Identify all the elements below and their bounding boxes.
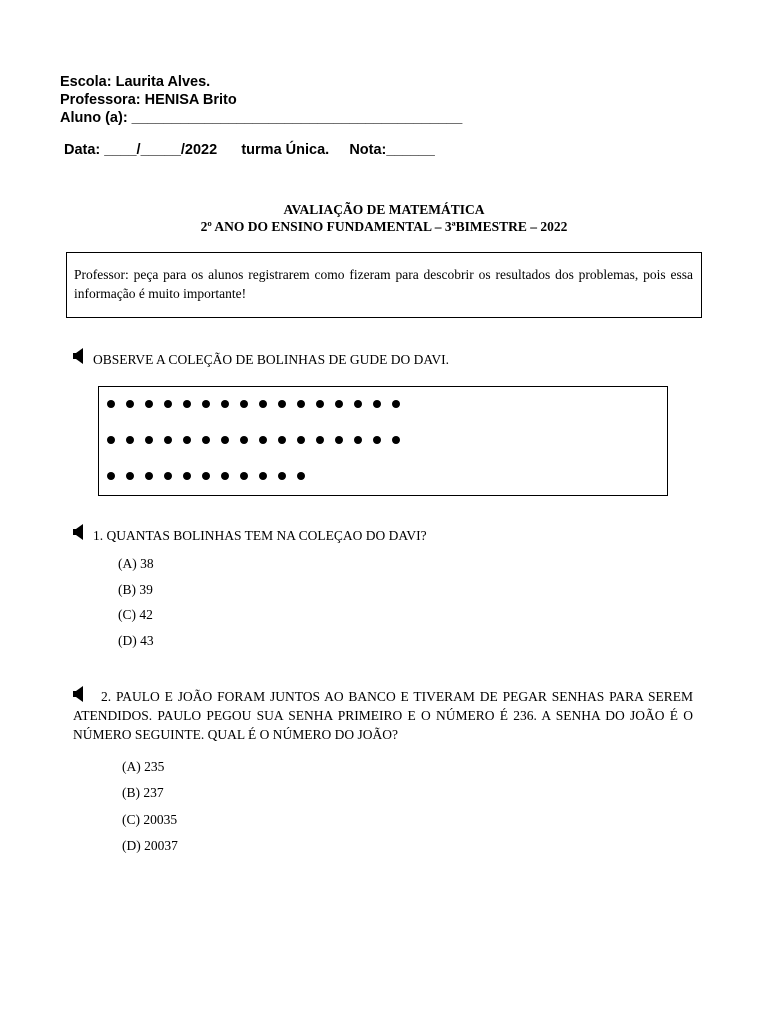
marble-dot [126,436,134,444]
q2-option-b[interactable]: (B) 237 [122,785,164,800]
marble-dot [354,436,362,444]
marble-dot [297,400,305,408]
q2-option-c[interactable]: (C) 20035 [122,812,178,827]
speaker-icon[interactable] [73,348,85,364]
q1-option-a[interactable]: (A) 38 [118,556,154,571]
marble-dot [316,400,324,408]
marble-dot [297,436,305,444]
marble-dot [316,436,324,444]
teacher-note-box [66,252,702,318]
speaker-icon[interactable] [73,524,85,540]
question-2-text: 2. PAULO E JOÃO FORAM JUNTOS AO BANCO E TIVERAM DE PEGAR SENHAS PARA SEREM ATENDIDOS. PAULO PEGOU SUA SENHA PRIMEIRO E O NÚMERO É 236. A SENHA DO JOÃO É O NÚMERO SEGUINTE. QUAL É O NÚMERO DO JOÃO? [73,689,693,742]
date-class-grade-line: Data: ____/_____/2022 turma Única. Nota:______ [64,142,435,158]
marble-dot [183,400,191,408]
marble-dot [126,400,134,408]
marble-dot [107,472,115,480]
marble-dot [240,472,248,480]
teacher-note-text: Professor: peça para os alunos registrarem como fizeram para descobrir os resultados dos problemas, pois essa informação é muito importante! [74,267,693,301]
marble-dot [259,472,267,480]
marble-dot [278,400,286,408]
marble-dot [373,400,381,408]
marble-dot [183,436,191,444]
student-name-line: Aluno (a): _________________________________________ [60,110,463,126]
marble-dot [240,436,248,444]
marble-dot [335,400,343,408]
marble-dot [221,436,229,444]
marble-dot [164,436,172,444]
q2-option-a[interactable]: (A) 235 [122,759,165,774]
observe-instruction: OBSERVE A COLEÇÃO DE BOLINHAS DE GUDE DO DAVI. [93,352,450,367]
marble-dot [164,400,172,408]
marble-dot [373,436,381,444]
marble-dot [335,436,343,444]
exam-title: AVALIAÇÃO DE MATEMÁTICA [283,202,485,217]
marble-dot [259,400,267,408]
marble-dot [278,472,286,480]
marble-dot [145,400,153,408]
marble-dot [107,400,115,408]
q1-option-b[interactable]: (B) 39 [118,582,153,597]
marble-dot [354,400,362,408]
question-1-text: 1. QUANTAS BOLINHAS TEM NA COLEÇAO DO DAVI? [93,528,427,543]
marble-dot [221,400,229,408]
teacher-label: Professora: HENISA Brito [60,92,237,108]
marble-dot [183,472,191,480]
marble-dot [221,472,229,480]
marble-dot [202,436,210,444]
marble-dot [145,472,153,480]
marble-dot [392,436,400,444]
q1-option-c[interactable]: (C) 42 [118,607,153,622]
marble-dot [297,472,305,480]
marble-dot [202,400,210,408]
marble-dot [107,436,115,444]
q1-option-d[interactable]: (D) 43 [118,633,154,648]
marble-dot [392,400,400,408]
marble-dot [126,472,134,480]
marble-dot [202,472,210,480]
marble-dot [164,472,172,480]
q2-option-d[interactable]: (D) 20037 [122,838,178,853]
exam-subtitle: 2º ANO DO ENSINO FUNDAMENTAL – 3ªBIMESTRE – 2022 [200,219,568,234]
marble-dot [278,436,286,444]
marble-collection-box [98,386,668,496]
marble-dot [259,436,267,444]
school-label: Escola: Laurita Alves. [60,74,211,90]
marble-dot [240,400,248,408]
marble-dot [145,436,153,444]
